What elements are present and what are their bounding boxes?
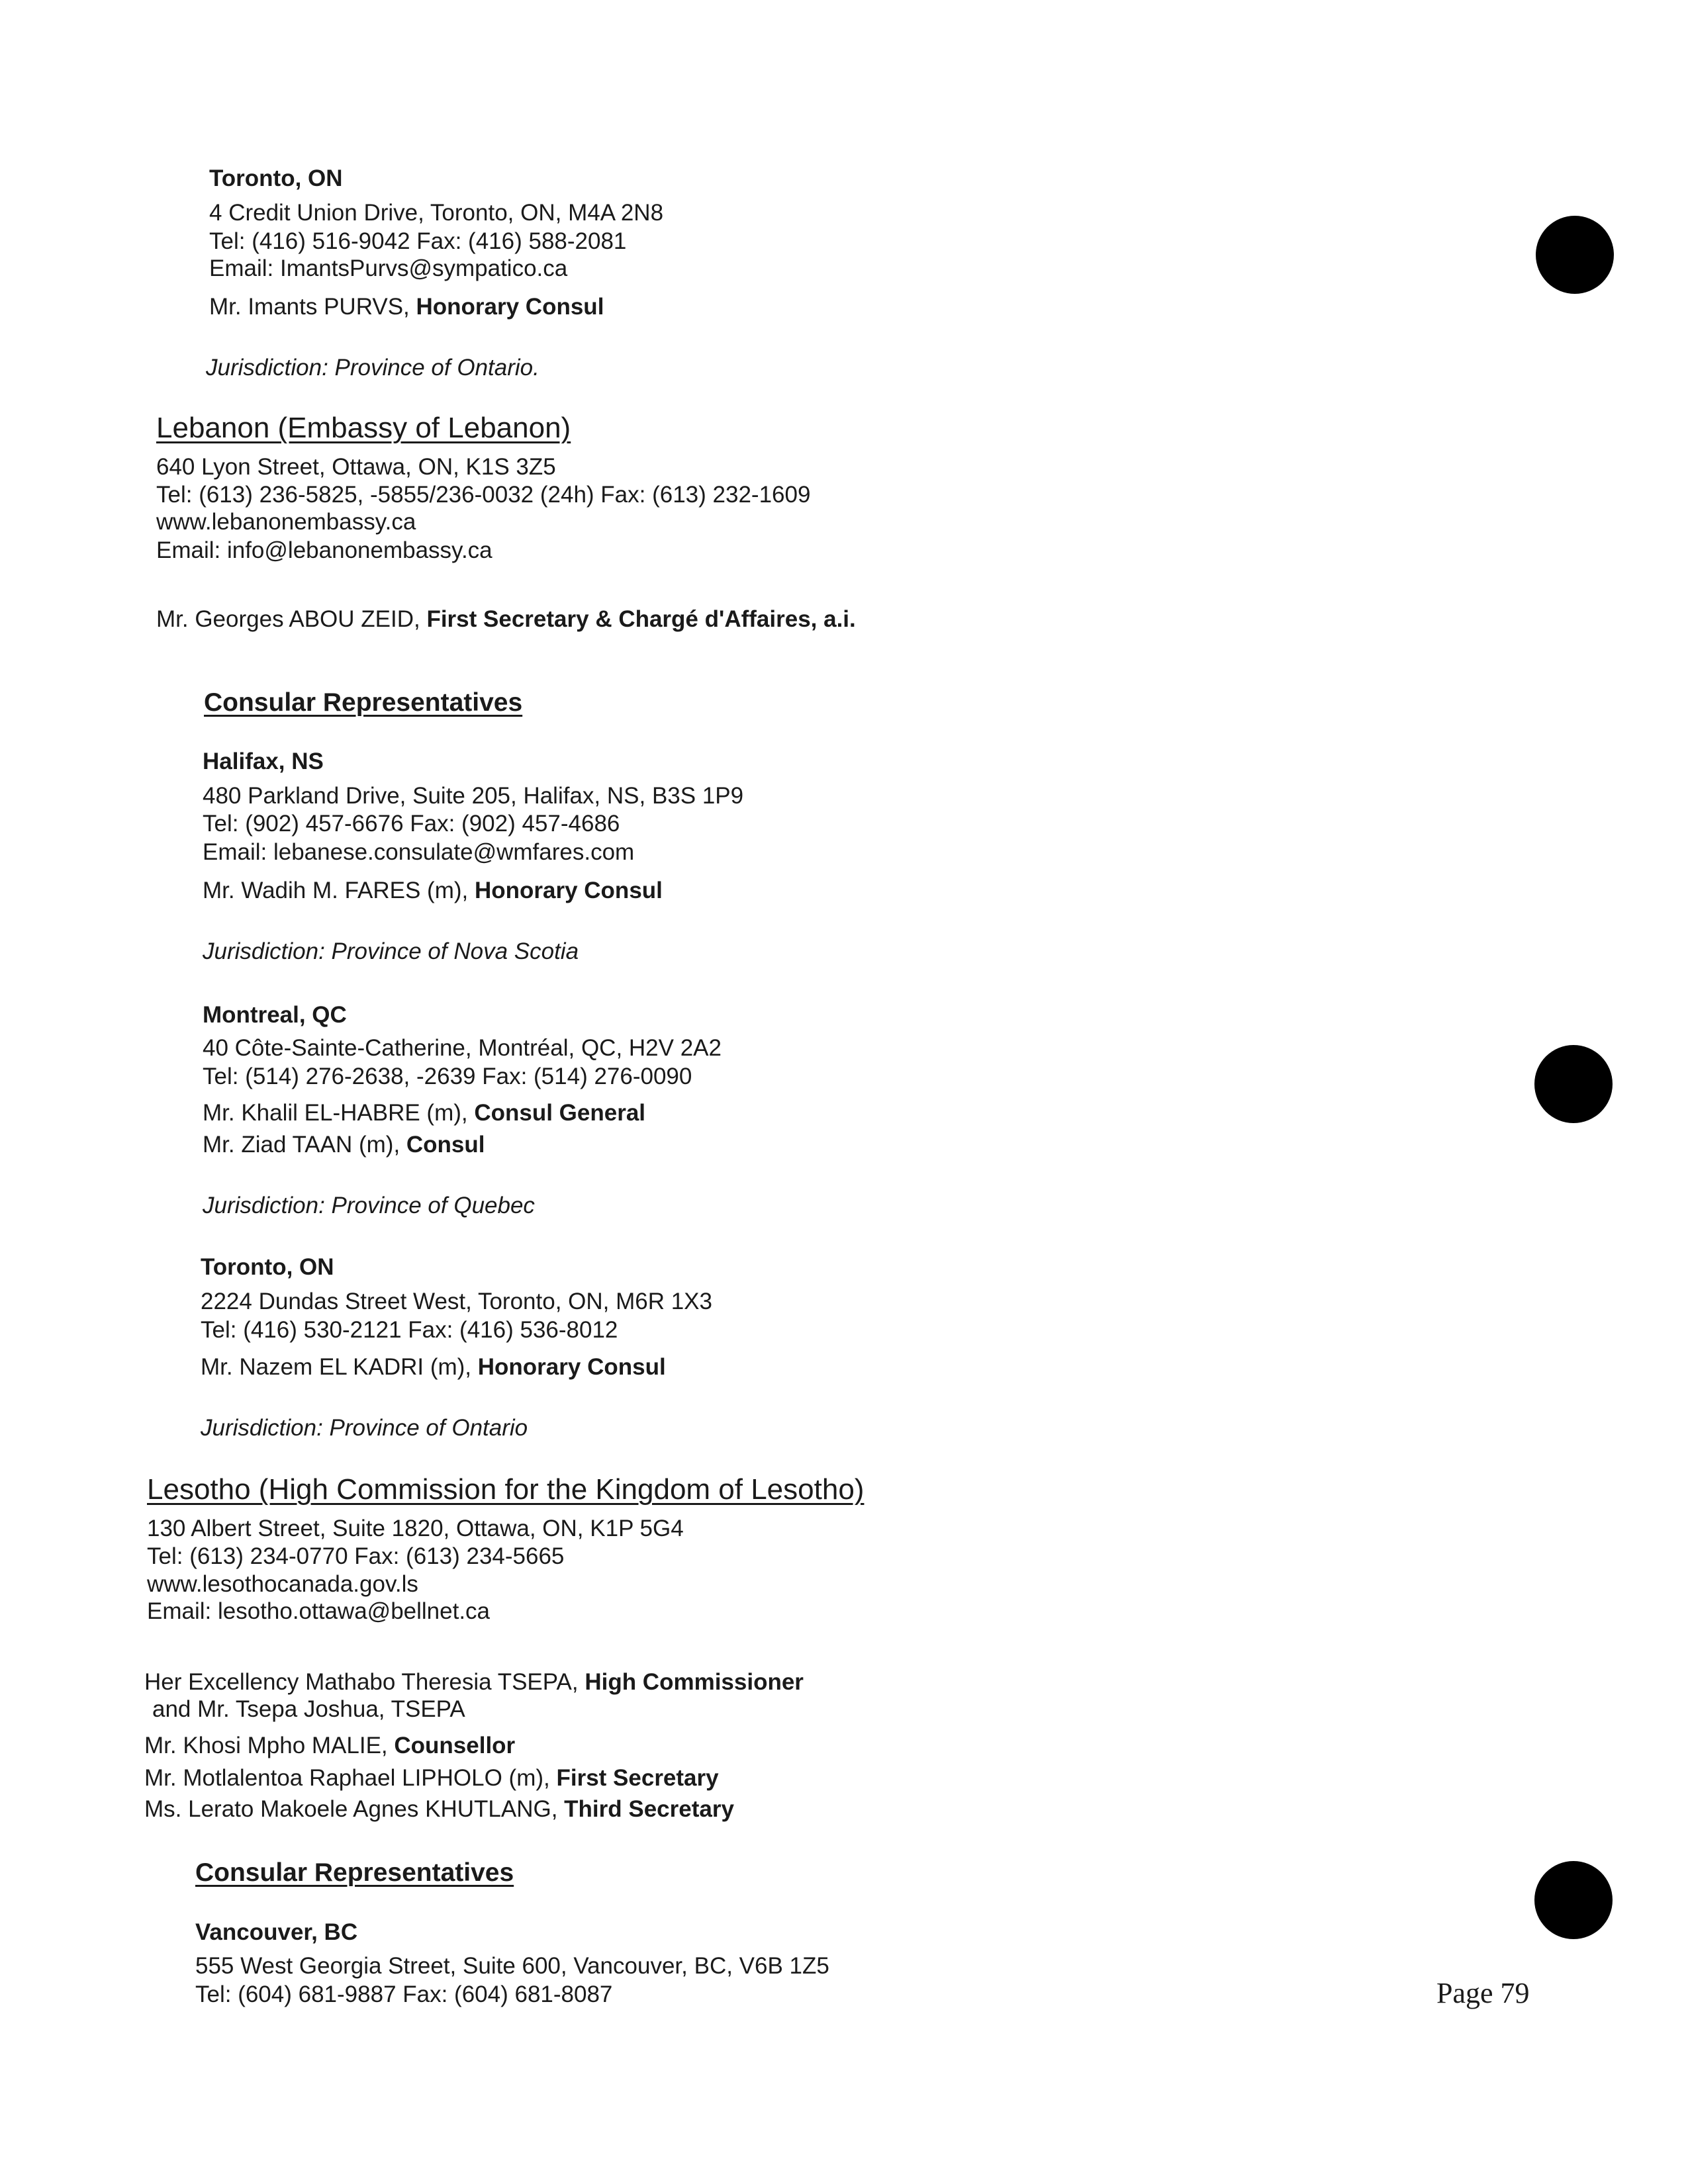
staff-line xyxy=(144,1734,515,1757)
person-name: Mr. Motlalentoa Raphael LIPHOLO (m), xyxy=(144,1765,557,1791)
person-title: First Secretary & Chargé d'Affaires, a.i. xyxy=(426,606,856,632)
jurisdiction xyxy=(203,940,579,963)
city-heading: Toronto, ON xyxy=(201,1254,334,1280)
address: 130 Albert Street, Suite 1820, Ottawa, ON, K1P 5G4 xyxy=(147,1516,684,1541)
email: Email: info@lebanonembassy.ca xyxy=(156,537,492,563)
email: Email: lebanese.consulate@wmfares.com xyxy=(203,839,635,865)
page-number: Page 79 xyxy=(1436,1977,1530,2009)
jurisdiction-label: Jurisdiction: xyxy=(206,355,335,381)
jurisdiction xyxy=(203,1194,535,1217)
address: 480 Parkland Drive, Suite 205, Halifax, NS, B3S 1P9 xyxy=(203,783,744,809)
person-line xyxy=(203,1101,645,1124)
address: 2224 Dundas Street West, Toronto, ON, M6R 1X3 xyxy=(201,1289,712,1314)
person-name: Ms. Lerato Makoele Agnes KHUTLANG, xyxy=(144,1796,565,1822)
punch-hole-top xyxy=(1536,216,1614,294)
person-name: Her Excellency Mathabo Theresia TSEPA, xyxy=(144,1669,585,1695)
address: 555 West Georgia Street, Suite 600, Vancouver, BC, V6B 1Z5 xyxy=(195,1953,829,1979)
person-line xyxy=(201,1355,666,1379)
website: www.lesothocanada.gov.ls xyxy=(147,1571,418,1597)
person-name: Mr. Ziad TAAN (m), xyxy=(203,1132,406,1158)
person-title: Consul xyxy=(406,1132,485,1158)
person-name: Mr. Wadih M. FARES (m), xyxy=(203,878,475,903)
jurisdiction-label: Jurisdiction: xyxy=(201,1415,330,1441)
person-line xyxy=(203,1133,485,1156)
country-heading: Lesotho (High Commission for the Kingdom of Lesotho) xyxy=(147,1473,865,1506)
address: 40 Côte-Sainte-Catherine, Montréal, QC, H2V 2A2 xyxy=(203,1035,722,1061)
jurisdiction-value: Province of Ontario xyxy=(329,1415,528,1441)
consular-heading: Consular Representatives xyxy=(204,688,523,717)
punch-hole-middle xyxy=(1534,1045,1613,1123)
jurisdiction-label: Jurisdiction: xyxy=(203,1193,332,1218)
jurisdiction-value: Province of Ontario. xyxy=(334,355,539,381)
person-title: High Commissioner xyxy=(585,1669,804,1695)
head-of-mission-line xyxy=(144,1670,804,1694)
punch-hole-bottom xyxy=(1534,1861,1613,1939)
person-name: Mr. Khosi Mpho MALIE, xyxy=(144,1733,395,1758)
tel-fax: Tel: (416) 516-9042 Fax: (416) 588-2081 xyxy=(209,228,627,254)
city-heading: Vancouver, BC xyxy=(195,1919,358,1945)
person-title: Honorary Consul xyxy=(416,294,604,320)
jurisdiction-value: Province of Quebec xyxy=(331,1193,535,1218)
jurisdiction xyxy=(206,356,539,379)
jurisdiction-label: Jurisdiction: xyxy=(203,938,332,964)
person-name: Mr. Imants PURVS, xyxy=(209,294,416,320)
city-heading: Montreal, QC xyxy=(203,1002,347,1028)
consular-heading: Consular Representatives xyxy=(195,1858,514,1887)
address: 640 Lyon Street, Ottawa, ON, K1S 3Z5 xyxy=(156,454,556,480)
staff-line xyxy=(144,1797,734,1821)
tel-fax: Tel: (613) 236-5825, -5855/236-0032 (24h) Fax: (613) 232-1609 xyxy=(156,482,811,508)
email: Email: ImantsPurvs@sympatico.ca xyxy=(209,255,568,281)
city-heading: Toronto, ON xyxy=(209,165,343,191)
person-title: First Secretary xyxy=(556,1765,719,1791)
person-title: Honorary Consul xyxy=(474,878,663,903)
spouse-line: and Mr. Tsepa Joshua, TSEPA xyxy=(152,1696,465,1722)
person-name: Mr. Nazem EL KADRI (m), xyxy=(201,1354,478,1380)
person-title: Third Secretary xyxy=(564,1796,734,1822)
website: www.lebanonembassy.ca xyxy=(156,509,416,535)
person-name: Mr. Georges ABOU ZEID, xyxy=(156,606,427,632)
person-name: Mr. Khalil EL-HABRE (m), xyxy=(203,1100,475,1126)
staff-line xyxy=(156,608,856,631)
person-title: Consul General xyxy=(474,1100,646,1126)
tel-fax: Tel: (514) 276-2638, -2639 Fax: (514) 276-0090 xyxy=(203,1064,692,1089)
tel-fax: Tel: (416) 530-2121 Fax: (416) 536-8012 xyxy=(201,1317,618,1343)
tel-fax: Tel: (613) 234-0770 Fax: (613) 234-5665 xyxy=(147,1543,565,1569)
address: 4 Credit Union Drive, Toronto, ON, M4A 2N8 xyxy=(209,200,664,226)
person-title: Honorary Consul xyxy=(477,1354,666,1380)
email: Email: lesotho.ottawa@bellnet.ca xyxy=(147,1598,491,1624)
jurisdiction xyxy=(201,1416,528,1439)
staff-line xyxy=(144,1766,719,1790)
person-line xyxy=(209,295,604,318)
person-line xyxy=(203,879,663,902)
city-heading: Halifax, NS xyxy=(203,749,324,774)
jurisdiction-value: Province of Nova Scotia xyxy=(331,938,579,964)
person-title: Counsellor xyxy=(394,1733,516,1758)
tel-fax: Tel: (902) 457-6676 Fax: (902) 457-4686 xyxy=(203,811,620,837)
tel-fax: Tel: (604) 681-9887 Fax: (604) 681-8087 xyxy=(195,1981,613,2007)
country-heading: Lebanon (Embassy of Lebanon) xyxy=(156,412,571,444)
